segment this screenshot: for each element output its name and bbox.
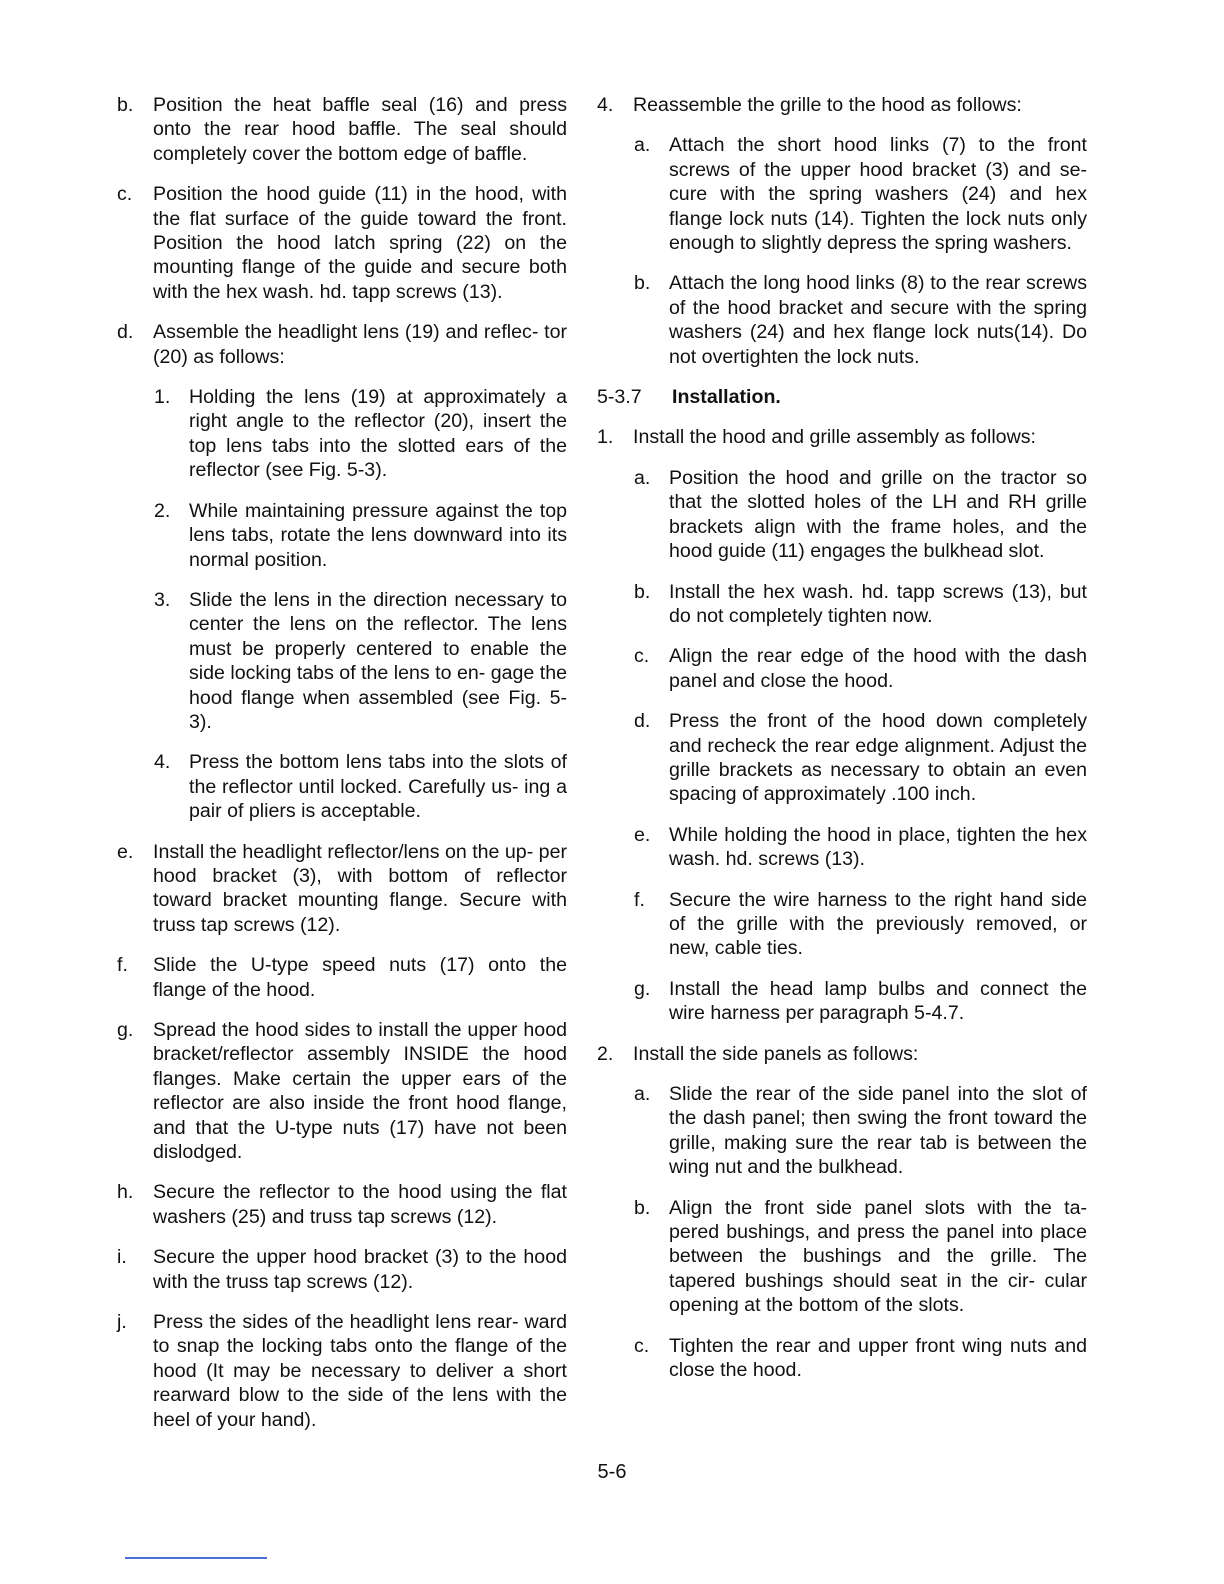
bottom-rule [125,1557,267,1559]
section-title: Installation. [672,386,781,409]
install-step-1-d [597,709,1087,807]
substep-label: a. [634,466,651,489]
substep-label: c. [634,645,650,668]
step-4-b [597,271,1087,369]
step-text: Press the sides of the headlight lens rear- ward to snap the locking tabs onto the flange of the hood (It may be necessary to deliver a short rearward blow to the side of the lens with the heel of your hand). [153,1311,567,1431]
install-step-1-a [597,466,1087,564]
step-j [117,1310,567,1432]
substep-label: a. [634,134,651,157]
step-label: 4. [597,94,614,116]
step-text: Assemble the headlight lens (19) and reflec- tor (20) as follows: [153,321,567,368]
substep-text: Tighten the rear and upper front wing nuts and close the hood. [669,1334,1087,1382]
substep-text: Attach the long hood links (8) to the rear screws of the hood bracket and secure with the spring washers (24) and hex flange lock nuts(14). Do not overtighten the lock nuts. [669,272,1087,368]
substep-label: f. [634,888,645,911]
install-step-2-a [597,1082,1087,1180]
step-text: Slide the U-type speed nuts (17) onto the flange of the hood. [153,954,567,1001]
install-step-1-e [597,823,1087,872]
substep-text: Align the rear edge of the hood with the dash panel and close the hood. [669,645,1087,692]
step-d-1 [117,385,567,483]
substep-text: Holding the lens (19) at approximately a right angle to the reflector (20), insert the top lens tabs into the slotted ears of the reflector (see Fig. 5-3). [189,386,567,482]
substep-label: b. [634,1196,651,1219]
step-label: c. [117,183,133,206]
step-text: Reassemble the grille to the hood as follows: [633,94,1022,116]
step-label: i. [117,1246,127,1269]
step-text: Install the headlight reflector/lens on the up- per hood bracket (3), with bottom of reflector toward bracket mounting flange. Secure with truss tap screws (12). [153,840,567,936]
step-text: Install the hood and grille assembly as follows: [633,426,1036,449]
substep-text: Press the bottom lens tabs into the slots of the reflector until locked. Carefully us- ing a pair of pliers is acceptable. [189,751,567,823]
step-label: 2. [597,1042,614,1065]
right-column [597,93,1087,1398]
step-text: Position the hood guide (11) in the hood, with the flat surface of the guide toward the front. Position the hood latch spring (22) on the mounting flange of the guide and secure both with the hex wash. hd. tapp screws (13). [153,183,567,303]
substep-text: While maintaining pressure against the top lens tabs, rotate the lens downward into its normal position. [189,499,567,571]
substep-label: a. [634,1083,651,1105]
install-step-1 [597,425,1087,449]
step-b [117,93,567,166]
substep-label: e. [634,823,651,846]
substep-label: 1. [154,386,171,409]
install-step-1-c [597,644,1087,693]
step-text: Secure the reflector to the hood using the flat washers (25) and truss tap screws (12). [153,1181,567,1228]
left-column [117,93,567,1448]
install-step-2-c [597,1334,1087,1383]
substep-text: Install the hex wash. hd. tapp screws (13), but do not completely tighten now. [669,580,1087,627]
substep-label: g. [634,977,651,1000]
section-number: 5-3.7 [597,386,642,409]
install-step-2-b [597,1196,1087,1318]
step-c [117,182,567,304]
step-label: j. [117,1311,127,1334]
substep-label: c. [634,1334,650,1357]
step-i [117,1245,567,1294]
substep-text: Slide the rear of the side panel into the slot of the dash panel; then swing the front toward the grille, making sure the rear tab is between the wing nut and the bulkhead. [669,1083,1087,1179]
substep-text: Slide the lens in the direction necessary to center the lens on the reflector. The lens must be properly centered to enable the side locking tabs of the lens to en- gage the hood flange when assembled (see Fig. 5-3). [189,588,567,733]
substep-label: b. [634,272,651,295]
substep-text: Secure the wire harness to the right hand side of the grille with the previously removed, or new, cable ties. [669,888,1087,960]
substep-label: 3. [154,588,171,611]
step-d [117,320,567,369]
step-label: h. [117,1181,134,1204]
step-text: Secure the upper hood bracket (3) to the hood with the truss tap screws (12). [153,1246,567,1293]
step-label: f. [117,954,128,977]
step-text: Install the side panels as follows: [633,1042,919,1065]
step-f [117,953,567,1002]
step-4 [597,93,1087,117]
step-label: e. [117,840,134,863]
install-step-2 [597,1042,1087,1066]
step-label: d. [117,321,134,344]
page-number: 5-6 [597,1461,627,1483]
install-step-1-f [597,888,1087,961]
step-text: Position the heat baffle seal (16) and press onto the rear hood baffle. The seal should completely cover the bottom edge of baffle. [153,94,567,165]
substep-text: Align the front side panel slots with the ta- pered bushings, and press the panel into place between the bushings and the grille. The tapered bushings should seat in the cir- cular opening at the bottom of the slots. [669,1196,1087,1317]
substep-text: Install the head lamp bulbs and connect the wire harness per paragraph 5-4.7. [669,977,1087,1025]
substep-text: Attach the short hood links (7) to the front screws of the upper hood bracket (3) and se- cure with the spring washers (24) and hex flange lock nuts (14). Tighten the lock nuts only enough to slightly depress the spring washers. [669,134,1087,255]
step-label: b. [117,94,134,116]
step-4-a [597,133,1087,255]
substep-text: While holding the hood in place, tighten the hex wash. hd. screws (13). [669,823,1087,871]
install-step-1-g [597,977,1087,1026]
step-d-3 [117,588,567,734]
step-label: 1. [597,426,614,449]
step-g [117,1018,567,1164]
step-e [117,840,567,938]
step-d-4 [117,750,567,823]
step-d-2 [117,499,567,572]
step-label: g. [117,1019,134,1041]
step-h [117,1180,567,1229]
substep-text: Position the hood and grille on the tractor so that the slotted holes of the LH and RH grille brackets align with the frame holes, and the hood guide (11) engages the bulkhead slot. [669,466,1087,563]
step-text: Spread the hood sides to install the upper hood bracket/reflector assembly INSIDE the hood flanges. Make certain the upper ears of the reflector are also inside the front hood flange, and that the U-type nuts (17) have not been dislodged. [153,1019,567,1164]
substep-label: 2. [154,499,171,522]
substep-text: Press the front of the hood down completely and recheck the rear edge alignment. Adjust the grille brackets as necessary to obtain an even spacing of approximately .100 inch. [669,710,1087,806]
substep-label: b. [634,580,651,603]
substep-label: d. [634,710,651,733]
install-step-1-b [597,580,1087,629]
substep-label: 4. [154,751,171,774]
section-heading [597,385,1087,409]
